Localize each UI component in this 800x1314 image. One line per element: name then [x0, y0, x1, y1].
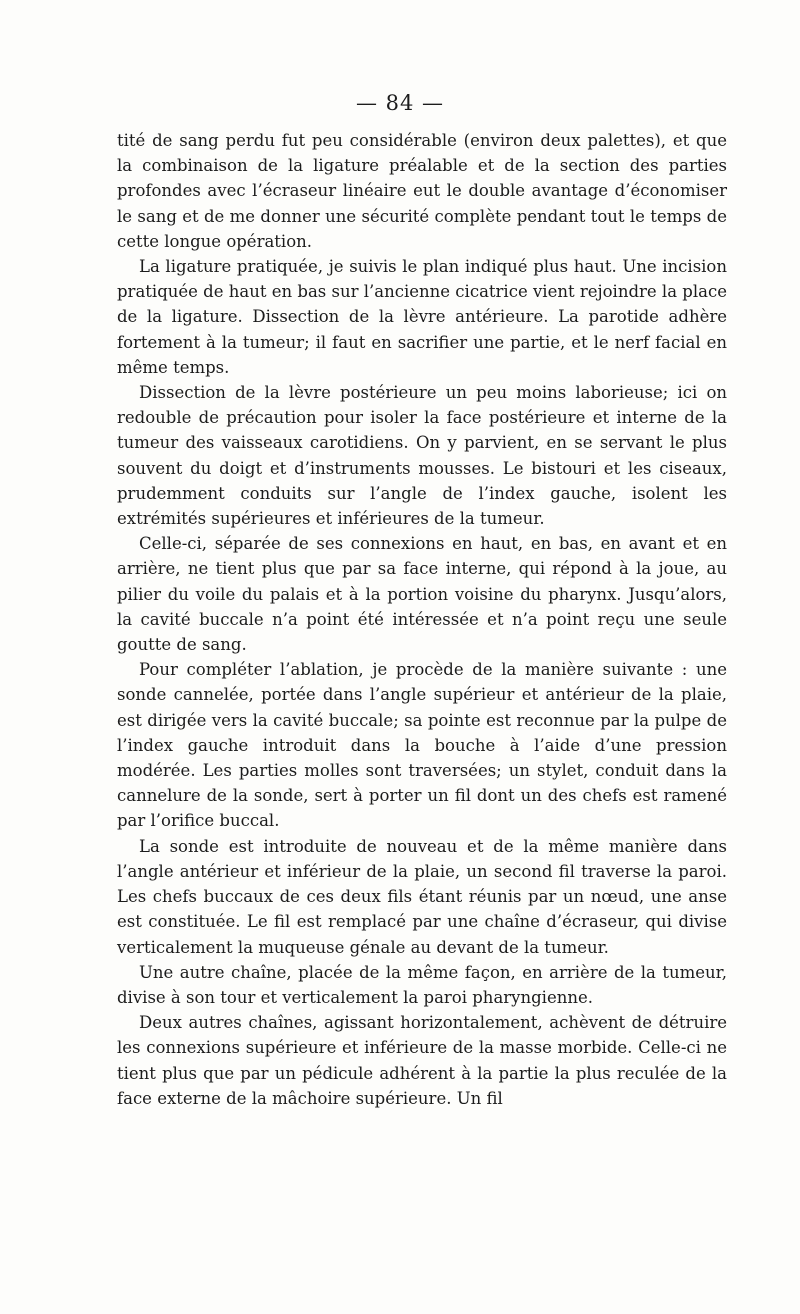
paragraph-chaines-horizontales: Deux autres chaînes, agissant horizontalement, achèvent de détruire les connexions supérieure et inférieure de la masse morbide. Celle-ci ne tient plus que par un pédicule adhérent à la partie la plus reculée de la face externe de la mâchoire supérieure. Un fil — [117, 1013, 727, 1108]
paragraph-ligature: La ligature pratiquée, je suivis le plan indiqué plus haut. Une incision pratiquée de haut en bas sur l’ancienne cicatrice vient rejoindre la place de la ligature. Dissection de la lèvre antérieure. La parotide adhère fortement à la tumeur; il faut en sacrifier une partie, et le nerf facial en même temps. — [117, 257, 727, 377]
body-text — [117, 128, 727, 1111]
paragraph-sonde: La sonde est introduite de nouveau et de la même manière dans l’angle antérieur et inférieur de la plaie, un second fil traverse la paroi. Les chefs buccaux de ces deux fils étant réunis par un nœud, une anse est constituée. Le fil est remplacé par une chaîne d’écraseur, qui divise verticalement la muqueuse génale au devant de la tumeur. — [117, 836, 727, 957]
paragraph-dissection: Dissection de la lèvre postérieure un peu moins laborieuse; ici on redouble de précaution pour isoler la face postérieure et interne de la tumeur des vaisseaux carotidiens. On y parvient, en se servant le plus souvent du doigt et d’instruments mousses. Le bistouri et les ciseaux, prudemment conduits sur l’angle de l’index gauche, isolent les extrémités supérieures et inférieures de la tumeur. — [117, 383, 727, 529]
paragraph-ablation: Pour compléter l’ablation, je procède de la manière suivante : une sonde cannelée, portée dans l’angle supérieur et antérieur de la plaie, est dirigée vers la cavité buccale; sa pointe est reconnue par la pulpe de l’index gauche introduit dans la bouche à l’aide d’une pression modérée. Les parties molles sont traversées; un stylet, conduit dans la cannelure de la sonde, sert à porter un fil dont un des chefs est ramené par l’orifice buccal. — [117, 660, 727, 831]
paragraph-continuation: tité de sang perdu fut peu considérable (environ deux palettes), et que la combinaison de la ligature préalable et de la section des parties profondes avec l’écraseur linéaire eut le double avantage d’économiser le sang et de me donner une sécurité complète pendant tout le temps de cette longue opération. — [117, 131, 727, 251]
paragraph-chaine: Une autre chaîne, placée de la même façon, en arrière de la tumeur, divise à son tour et verticalement la paroi pharyngienne. — [117, 962, 727, 1007]
page-number: — 84 — — [355, 91, 445, 115]
paragraph-connexions: Celle-ci, séparée de ses connexions en haut, en bas, en avant et en arrière, ne tient plus que par sa face interne, qui répond à la joue, au pilier du voile du palais et à la portion voisine du pharynx. Jusqu’alors, la cavité buccale n’a point été intéressée et n’a point reçu une seule goutte de sang. — [117, 534, 727, 655]
